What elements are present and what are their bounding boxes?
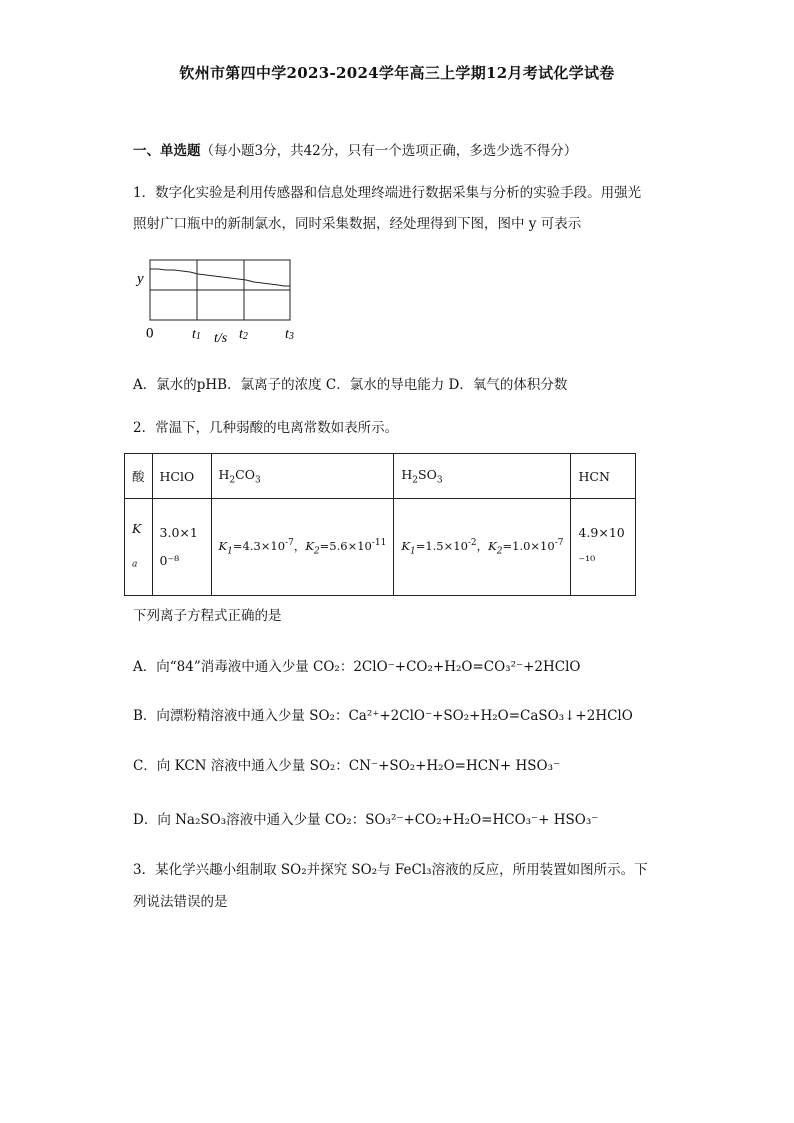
q1-stem-line1: 1．数字化实验是利用传感器和信息处理终端进行数据采集与分析的实验手段。用强光 — [133, 185, 642, 201]
ka-table — [124, 453, 636, 596]
td-h2so3: $K_1=1.5\times 10^{-2}$，$K_2=1.0\times 10^{-7}$ — [394, 499, 571, 596]
q3-stem-line1: 3．某化学兴趣小组制取 SO₂并探究 SO₂与 FeCl₃溶液的反应，所用装置如图所示。下 — [133, 862, 648, 878]
q1-figure — [128, 250, 308, 350]
section-heading — [133, 139, 577, 159]
th-acid: 酸 — [125, 454, 153, 499]
q2-option-d: D．向 Na₂SO₃溶液中通入少量 CO₂：SO₃²⁻+CO₂+H₂O=HCO₃⁻+ HSO₃⁻ — [133, 812, 599, 828]
th-hcn: HCN — [571, 454, 636, 499]
td-hclo: 3.0×10⁻⁸ — [152, 499, 211, 596]
figure-y-label: y — [137, 271, 144, 287]
q1-options: A．氯水的pHB．氯离子的浓度 C．氯水的导电能力 D．氧气的体积分数 — [133, 377, 568, 393]
q3-stem-line2: 列说法错误的是 — [133, 894, 228, 910]
figure-t1: $t_1$ — [192, 326, 201, 343]
q2-option-b: B．向漂粉精溶液中通入少量 SO₂：Ca²⁺+2ClO⁻+SO₂+H₂O=CaSO₃↓+2HClO — [133, 708, 633, 724]
figure-t3: $t_3$ — [285, 326, 294, 343]
td-ka-label: K $_a$ — [125, 499, 153, 596]
q1-stem-line2: 照射广口瓶中的新制氯水，同时采集数据，经处理得到下图，图中 y 可表示 — [133, 216, 582, 232]
figure-curve — [150, 269, 290, 286]
th-hclo: HClO — [152, 454, 211, 499]
q2-option-c: C．向 KCN 溶液中通入少量 SO₂：CN⁻+SO₂+H₂O=HCN+ HSO₃⁻ — [133, 758, 561, 774]
section-label: 一、单选题 — [133, 143, 201, 159]
table-row — [125, 499, 636, 596]
figure-origin: 0 — [146, 325, 154, 342]
section-note: （每小题3分，共42分，只有一个选项正确，多选少选不得分） — [200, 143, 578, 159]
q2-option-a: A．向“84”消毒液中通入少量 CO₂：2ClO⁻+CO₂+H₂O=CO₃²⁻+2HClO — [133, 659, 581, 675]
th-h2so3: $H_2SO_3$ — [394, 454, 571, 499]
q2-prompt: 下列离子方程式正确的是 — [133, 608, 282, 624]
figure-t2: $t_2$ — [239, 326, 248, 343]
td-h2co3: $K_1=4.3\times 10^{-7}$，$K_2=5.6\times 10^{-11}$ — [211, 499, 394, 596]
table-row — [125, 454, 636, 499]
page-title: 钦州市第四中学2023-2024学年高三上学期12月考试化学试卷 — [179, 64, 615, 82]
figure-x-label: t/s — [214, 331, 228, 346]
td-hcn: 4.9×10⁻¹⁰ — [571, 499, 636, 596]
q2-stem: 2．常温下，几种弱酸的电离常数如表所示。 — [133, 420, 399, 436]
th-h2co3: $H_2CO_3$ — [211, 454, 394, 499]
